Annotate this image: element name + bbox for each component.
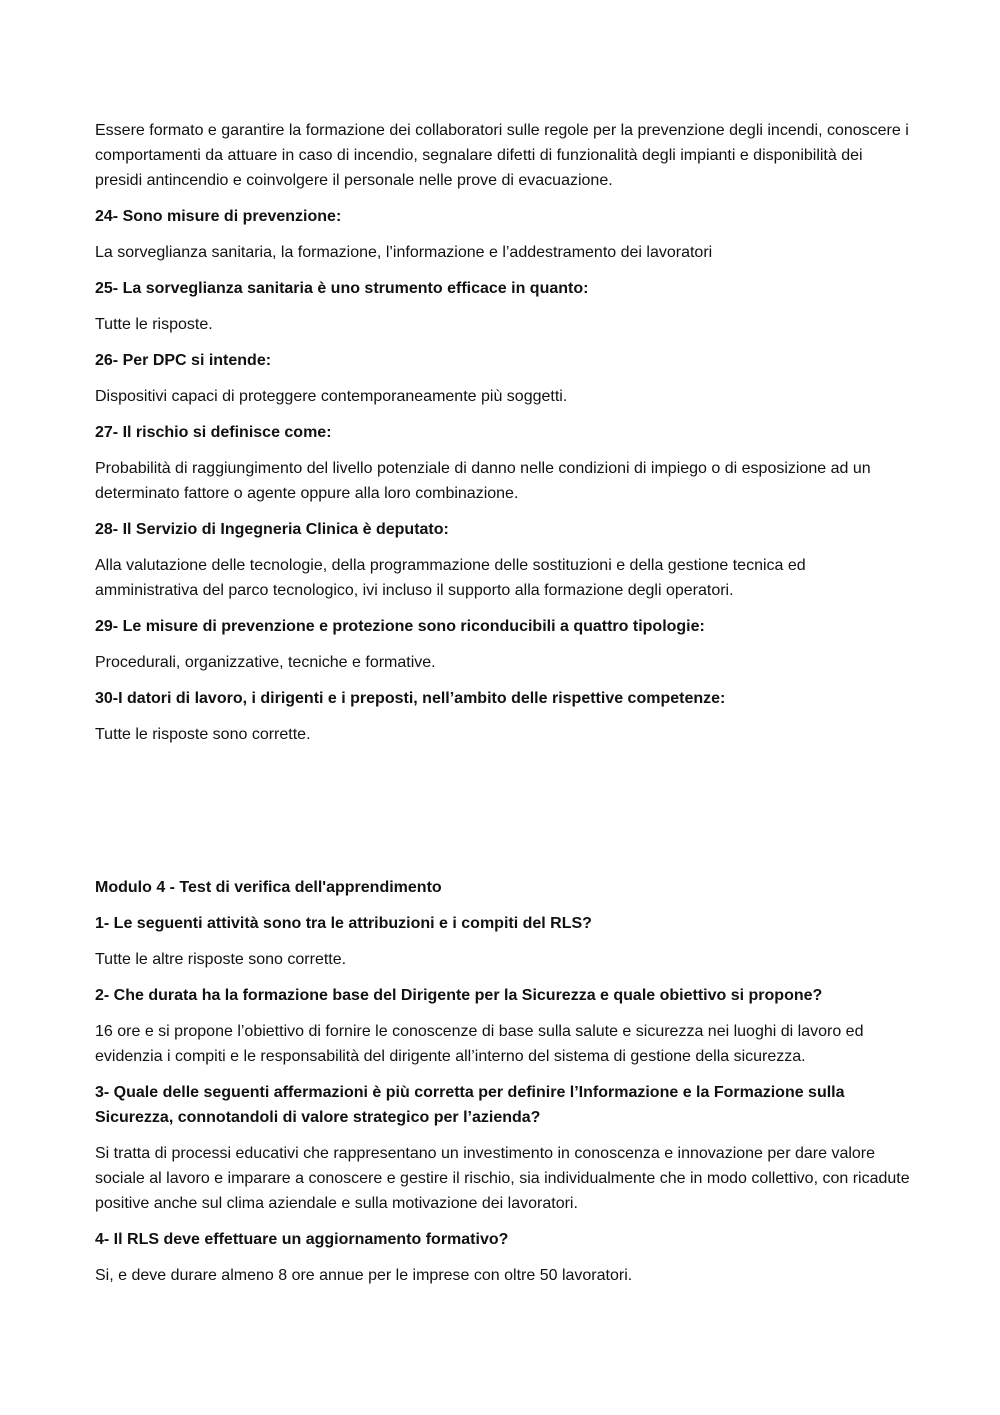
question-29: 29- Le misure di prevenzione e protezione sono riconducibili a quattro tipologie:: [95, 618, 705, 635]
question-25: 25- La sorveglianza sanitaria è uno strumento efficace in quanto:: [95, 280, 589, 297]
answer-26: Dispositivi capaci di proteggere contemporaneamente più soggetti.: [95, 388, 568, 405]
module-question-3: 3- Quale delle seguenti affermazioni è più corretta per definire l’Informazione e la Formazione sulla Sicurezza, connotandoli di valore strategico per l’azienda?: [95, 1084, 845, 1126]
module-answer-2: 16 ore e si propone l’obiettivo di fornire le conoscenze di base sulla salute e sicurezza nei luoghi di lavoro ed evidenzia i compiti e le responsabilità del dirigente all’interno del sistema di gestione della sicurezza.: [95, 1023, 864, 1065]
answer-28: Alla valutazione delle tecnologie, della programmazione delle sostituzioni e della gestione tecnica ed amministrativa del parco tecnologico, ivi incluso il supporto alla formazione degli operatori.: [95, 557, 806, 599]
question-28: 28- Il Servizio di Ingegneria Clinica è deputato:: [95, 521, 449, 538]
answer-25: Tutte le risposte.: [95, 316, 213, 333]
module-question-2: 2- Che durata ha la formazione base del Dirigente per la Sicurezza e quale obiettivo si propone?: [95, 987, 823, 1004]
document-page: [95, 118, 910, 1288]
answer-27: Probabilità di raggiungimento del livello potenziale di danno nelle condizioni di impiego o di esposizione ad un determinato fattore o agente oppure alla loro combinazione.: [95, 460, 871, 502]
answer-30: Tutte le risposte sono corrette.: [95, 726, 311, 743]
module-title: Modulo 4 - Test di verifica dell'apprendimento: [95, 879, 442, 896]
answer-29: Procedurali, organizzative, tecniche e formative.: [95, 654, 436, 671]
module-answer-3: Si tratta di processi educativi che rappresentano un investimento in conoscenza e innovazione per dare valore sociale al lavoro e imparare a conoscere e gestire il rischio, sia individualmente che in modo collettivo, con ricadute positive anche sul clima aziendale e sulla motivazione dei lavoratori.: [95, 1145, 910, 1212]
module-answer-4: Si, e deve durare almeno 8 ore annue per le imprese con oltre 50 lavoratori.: [95, 1267, 633, 1284]
question-list-module-4: [95, 911, 910, 1288]
module-question-1: 1- Le seguenti attività sono tra le attribuzioni e i compiti del RLS?: [95, 915, 592, 932]
question-26: 26- Per DPC si intende:: [95, 352, 272, 369]
question-24: 24- Sono misure di prevenzione:: [95, 208, 342, 225]
question-30: 30-I datori di lavoro, i dirigenti e i preposti, nell’ambito delle rispettive competenze:: [95, 690, 726, 707]
intro-paragraph: Essere formato e garantire la formazione dei collaboratori sulle regole per la prevenzione degli incendi, conoscere i comportamenti da attuare in caso di incendio, segnalare difetti di funzionalità degli impianti e disponibilità dei presidi antincendio e coinvolgere il personale nelle prove di evacuazione.: [95, 122, 909, 189]
module-answer-1: Tutte le altre risposte sono corrette.: [95, 951, 347, 968]
question-list-a: [95, 204, 910, 747]
answer-24: La sorveglianza sanitaria, la formazione, l’informazione e l’addestramento dei lavoratori: [95, 244, 713, 261]
module-question-4: 4- Il RLS deve effettuare un aggiornamento formativo?: [95, 1231, 509, 1248]
question-27: 27- Il rischio si definisce come:: [95, 424, 332, 441]
